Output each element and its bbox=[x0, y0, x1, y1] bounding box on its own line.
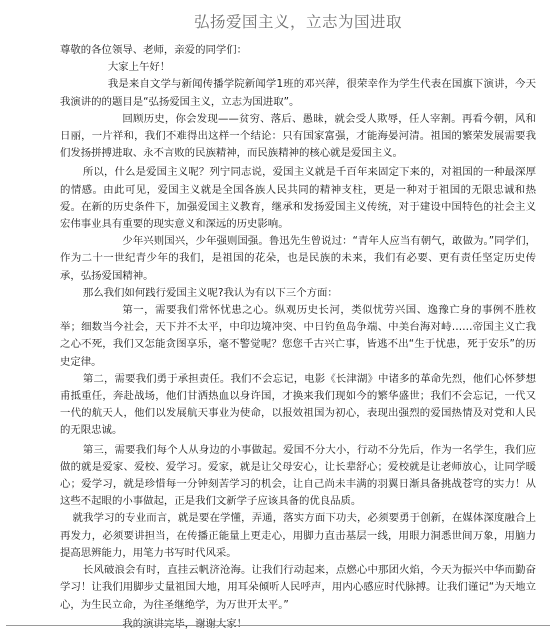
paragraph-point-two: 第二，需要我们勇于承担责任。我们不会忘记，电影《长津湖》中诸多的革命先烈，他们心怀梦想甫抵重任，奔赴战场，他们甘洒热血以身许国，才换来我们现如今的繁华盛世；我们不会忘记，一代又一代的航天人，他们以发展航天事业为使命，以报效祖国为初心，表现出强烈的爱国热情及对党和人民的无限忠诚。 bbox=[60, 372, 536, 437]
bottom-rule bbox=[6, 625, 550, 626]
greeting: 大家上午好！ bbox=[107, 61, 171, 74]
paragraph-intro: 我是来自文学与新闻传播学院新闻学1班的邓兴萍，很荣幸作为学生代表在国旗下演讲，今天我演讲的的题目是“弘扬爱国主义，立志为国进取”。 bbox=[60, 78, 536, 108]
paragraph-closing: 长风破浪会有时，直挂云帆济沧海。让我们行动起来，点燃心中那团火焰，今天为振兴中华而勤奋学习！让我们用脚步丈量祖国大地，用耳朵倾听人民呼声，用内心感应时代脉搏。让我们谨记“为天地立心，为生民立命，为往圣继绝学，为万世开太平。” bbox=[60, 564, 536, 611]
paragraph-how: 那么我们如何践行爱国主义呢?我认为有以下三个方面： bbox=[82, 286, 338, 299]
salutation: 尊敬的各位领导、老师，亲爱的同学们： bbox=[60, 44, 248, 56]
paragraph-thanks: 我的演讲完毕，谢谢大家！ bbox=[122, 617, 248, 630]
paragraph-history: 回顾历史，你会发现——贫穷、落后、愚昧，就会受人欺辱，任人宰割。再看今朝，风和日丽，一片祥和，我们不难得出这样一个结论：只有国家富强，才能海晏河清。祖国的繁荣发展需要我们发扬拼搏进取、永不言败的民族精神，而民族精神的核心就是爱国主义。 bbox=[60, 112, 536, 160]
paragraph-youth: 少年兴则国兴，少年强则国强。鲁迅先生曾说过：“青年人应当有朝气，敢做为。”同学们，作为二十一世纪青少年的我们，是祖国的花朵，也是民族的未来，我们有必要、更有责任坚定历史传承，弘扬爱国精神。 bbox=[60, 235, 536, 282]
paragraph-point-three: 第三，需要我们每个人从身边的小事做起。爱国不分大小，行动不分先后，作为一名学生，我们应做的就是爱家、爱校、爱学习。爱家，就是让父母安心，让长辈舒心；爱校就是让老师放心，让同学暖心；爱学习，就是珍惜每一分钟刻苦学习的机会，让自己尚未丰满的羽翼日渐具备挑战苍穹的实力！从这些不起眼的小事做起，正是我们文新学子应该具备的优良品质。 bbox=[60, 443, 536, 508]
paragraph-major: 就我学习的专业而言，就是要在学懂，弄通，落实方面下功夫，必须要勇于创新，在媒体深度融合上再发力，必须要讲担当，在传播正能量上更走心，用脚力直击基层一线，用眼力洞悉世间万象，用脑力提高思辨能力，用笔力书写时代风采。 bbox=[60, 512, 536, 559]
document-title: 弘扬爱国主义，立志为国进取 bbox=[193, 13, 402, 31]
paragraph-definition: 所以，什么是爱国主义呢？列宁同志说，爱国主义就是千百年来固定下来的，对祖国的一种最深厚的情感。由此可见，爱国主义就是全国各族人民共同的精神支柱，更是一种对于祖国的无限忠诚和热爱。在新的历史条件下，加强爱国主义教育，继承和发扬爱国主义传统，对于建设中国特色的社会主义宏伟事业具有重要的现实意义和深远的历史影响。 bbox=[60, 166, 536, 231]
paragraph-point-one: 第一，需要我们常怀忧患之心。纵观历史长河，类似忧劳兴国、逸豫亡身的事例不胜枚举；细数当今社会，天下并不太平，中印边境冲突、中日钓鱼岛争端、中美台海对峙……帝国主义亡我之心不死，我们又怎能贪图享乐，毫不警觉呢？您您千古兴亡事，皆逃不出“生于忧患，死于安乐”的历史定律。 bbox=[60, 304, 536, 368]
